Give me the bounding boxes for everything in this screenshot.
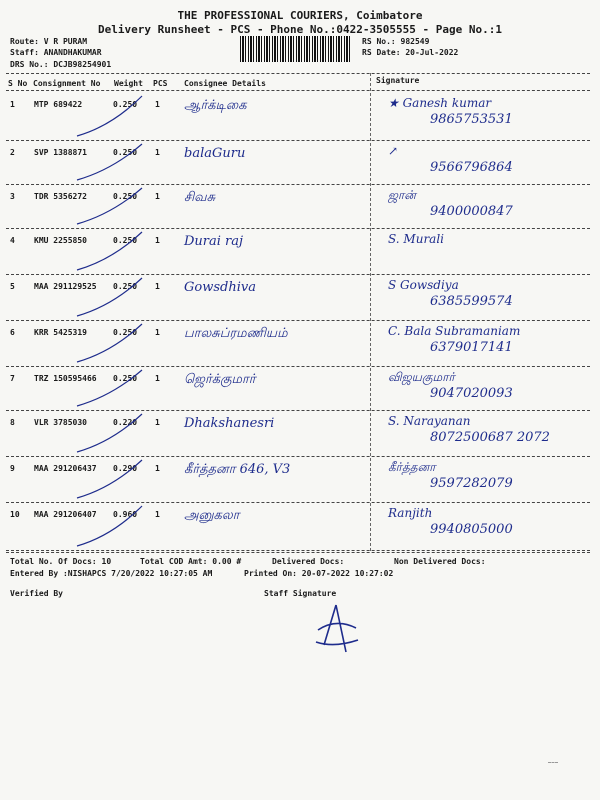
row-pcs: 1	[155, 418, 160, 427]
total-cod: Total COD Amt: 0.00 #	[140, 557, 242, 566]
row-pcs: 1	[155, 148, 160, 157]
receiver-signature: ஜான்	[388, 188, 416, 202]
row-weight: 0.290	[113, 464, 138, 473]
receiver-phone: 9566796864	[430, 160, 513, 175]
row-pcs: 1	[155, 236, 160, 245]
row-weight: 0.250	[113, 192, 138, 201]
col-consignment: Consignment No	[33, 79, 101, 88]
tick-mark	[72, 456, 182, 502]
receiver-phone: 9047020093	[430, 386, 513, 401]
receiver-signature: C. Bala Subramaniam	[388, 324, 521, 338]
runsheet-title: Delivery Runsheet - PCS - Phone No.:0422-3505555 - Page No.:1	[98, 23, 502, 36]
col-signature: Signature	[376, 76, 420, 85]
row-consignment: MTP 689422	[34, 100, 83, 109]
consignee-name: அனுகலா	[184, 508, 240, 523]
receiver-phone: 6385599574	[430, 294, 513, 309]
col-consignee: Consignee Details	[184, 79, 266, 88]
tick-mark	[72, 140, 182, 184]
signature-divider	[370, 73, 371, 551]
row-consignment: MAA 291129525	[34, 282, 97, 291]
row-pcs: 1	[155, 328, 160, 337]
consignee-name: கீர்த்தனா 646, V3	[184, 462, 291, 477]
receiver-phone: 9597282079	[430, 476, 513, 491]
row-sno: 10	[10, 510, 20, 519]
consignee-name: சிவசு	[184, 190, 216, 205]
staff-signature-label: Staff Signature	[264, 589, 337, 598]
consignee-name: ஜெர்க்குமார்	[184, 372, 256, 387]
company-name: THE PROFESSIONAL COURIERS, Coimbatore	[177, 9, 423, 22]
consignee-name: ஆர்க்டிகை	[184, 98, 247, 113]
tick-mark	[72, 92, 182, 140]
row-consignment: MAA 291206407	[34, 510, 97, 519]
receiver-signature: S Gowsdiya	[388, 278, 459, 292]
receiver-signature: S. Murali	[388, 232, 445, 246]
col-weight: Weight	[114, 79, 143, 88]
row-consignment: KRR 5425319	[34, 328, 87, 337]
row-pcs: 1	[155, 100, 160, 109]
row-consignment: VLR 3785030	[34, 418, 87, 427]
rs-number: RS No.: 982549	[362, 37, 430, 46]
receiver-phone: 9940805000	[430, 522, 513, 537]
receiver-phone: 9865753531	[430, 112, 513, 127]
receiver-signature: ★ Ganesh kumar	[388, 96, 492, 110]
tick-mark	[72, 228, 182, 274]
tick-mark	[72, 410, 182, 456]
consignee-name: Dhakshanesri	[184, 416, 275, 431]
receiver-signature: Ranjith	[388, 506, 433, 520]
row-pcs: 1	[155, 464, 160, 473]
receiver-phone: 9400000847	[430, 204, 513, 219]
row-pcs: 1	[155, 374, 160, 383]
route: Route: V R PURAM	[10, 37, 88, 46]
row-consignment: KMU 2255850	[34, 236, 87, 245]
row-consignment: TDR 5356272	[34, 192, 87, 201]
row-sno: 1	[10, 100, 15, 109]
delivered-docs: Delivered Docs:	[272, 557, 345, 566]
row-weight: 0.960	[113, 510, 138, 519]
row-weight: 0.250	[113, 148, 138, 157]
row-sno: 4	[10, 236, 15, 245]
row-weight: 0.220	[113, 418, 138, 427]
total-docs: Total No. Of Docs: 10	[10, 557, 112, 566]
row-sno: 3	[10, 192, 15, 201]
row-consignment: SVP 1388871	[34, 148, 87, 157]
tick-mark	[72, 184, 182, 228]
col-sno: S No	[8, 79, 28, 88]
row-pcs: 1	[155, 192, 160, 201]
staff-name: Staff: ANANDHAKUMAR	[10, 48, 102, 57]
row-sno: 9	[10, 464, 15, 473]
drs-number: DRS No.: DCJB98254901	[10, 60, 112, 69]
consignee-name: Gowsdhiva	[184, 280, 256, 295]
row-sno: 2	[10, 148, 15, 157]
row-sno: 7	[10, 374, 15, 383]
row-sno: 5	[10, 282, 15, 291]
row-sno: 6	[10, 328, 15, 337]
row-pcs: 1	[155, 510, 160, 519]
row-consignment: TRZ 150595466	[34, 374, 97, 383]
row-weight: 0.250	[113, 236, 138, 245]
staff-signature-scribble	[306, 600, 366, 660]
consignee-name: பாலசுப்ரமணியம்	[184, 326, 288, 341]
receiver-phone: 8072500687 2072	[430, 430, 550, 445]
row-consignment: MAA 291206437	[34, 464, 97, 473]
barcode	[240, 36, 352, 62]
receiver-signature: கீர்த்தனா	[388, 460, 436, 474]
row-weight: 0.250	[113, 328, 138, 337]
tick-mark	[72, 366, 182, 410]
row-weight: 0.250	[113, 374, 138, 383]
col-pcs: PCS	[153, 79, 168, 88]
row-pcs: 1	[155, 282, 160, 291]
tick-mark	[72, 502, 182, 550]
receiver-phone: 6379017141	[430, 340, 513, 355]
row-weight: 0.250	[113, 282, 138, 291]
row-divider	[6, 550, 590, 551]
printed-on: Printed On: 20-07-2022 10:27:02	[244, 569, 394, 578]
receiver-signature: S. Narayanan	[388, 414, 471, 428]
tick-mark	[72, 320, 182, 366]
rs-date: RS Date: 20-Jul-2022	[362, 48, 459, 57]
non-delivered-docs: Non Delivered Docs:	[394, 557, 486, 566]
row-weight: 0.250	[113, 100, 138, 109]
verified-by: Verified By	[10, 589, 63, 598]
entered-by: Entered By :NISHAPCS 7/20/2022 10:27:05 AM	[10, 569, 213, 578]
consignee-name: balaGuru	[184, 146, 246, 161]
consignee-name: Durai raj	[184, 234, 244, 249]
receiver-signature: ↗	[388, 144, 399, 158]
row-sno: 8	[10, 418, 15, 427]
tick-mark	[72, 274, 182, 320]
receiver-signature: விஜயகுமார்	[388, 370, 455, 384]
